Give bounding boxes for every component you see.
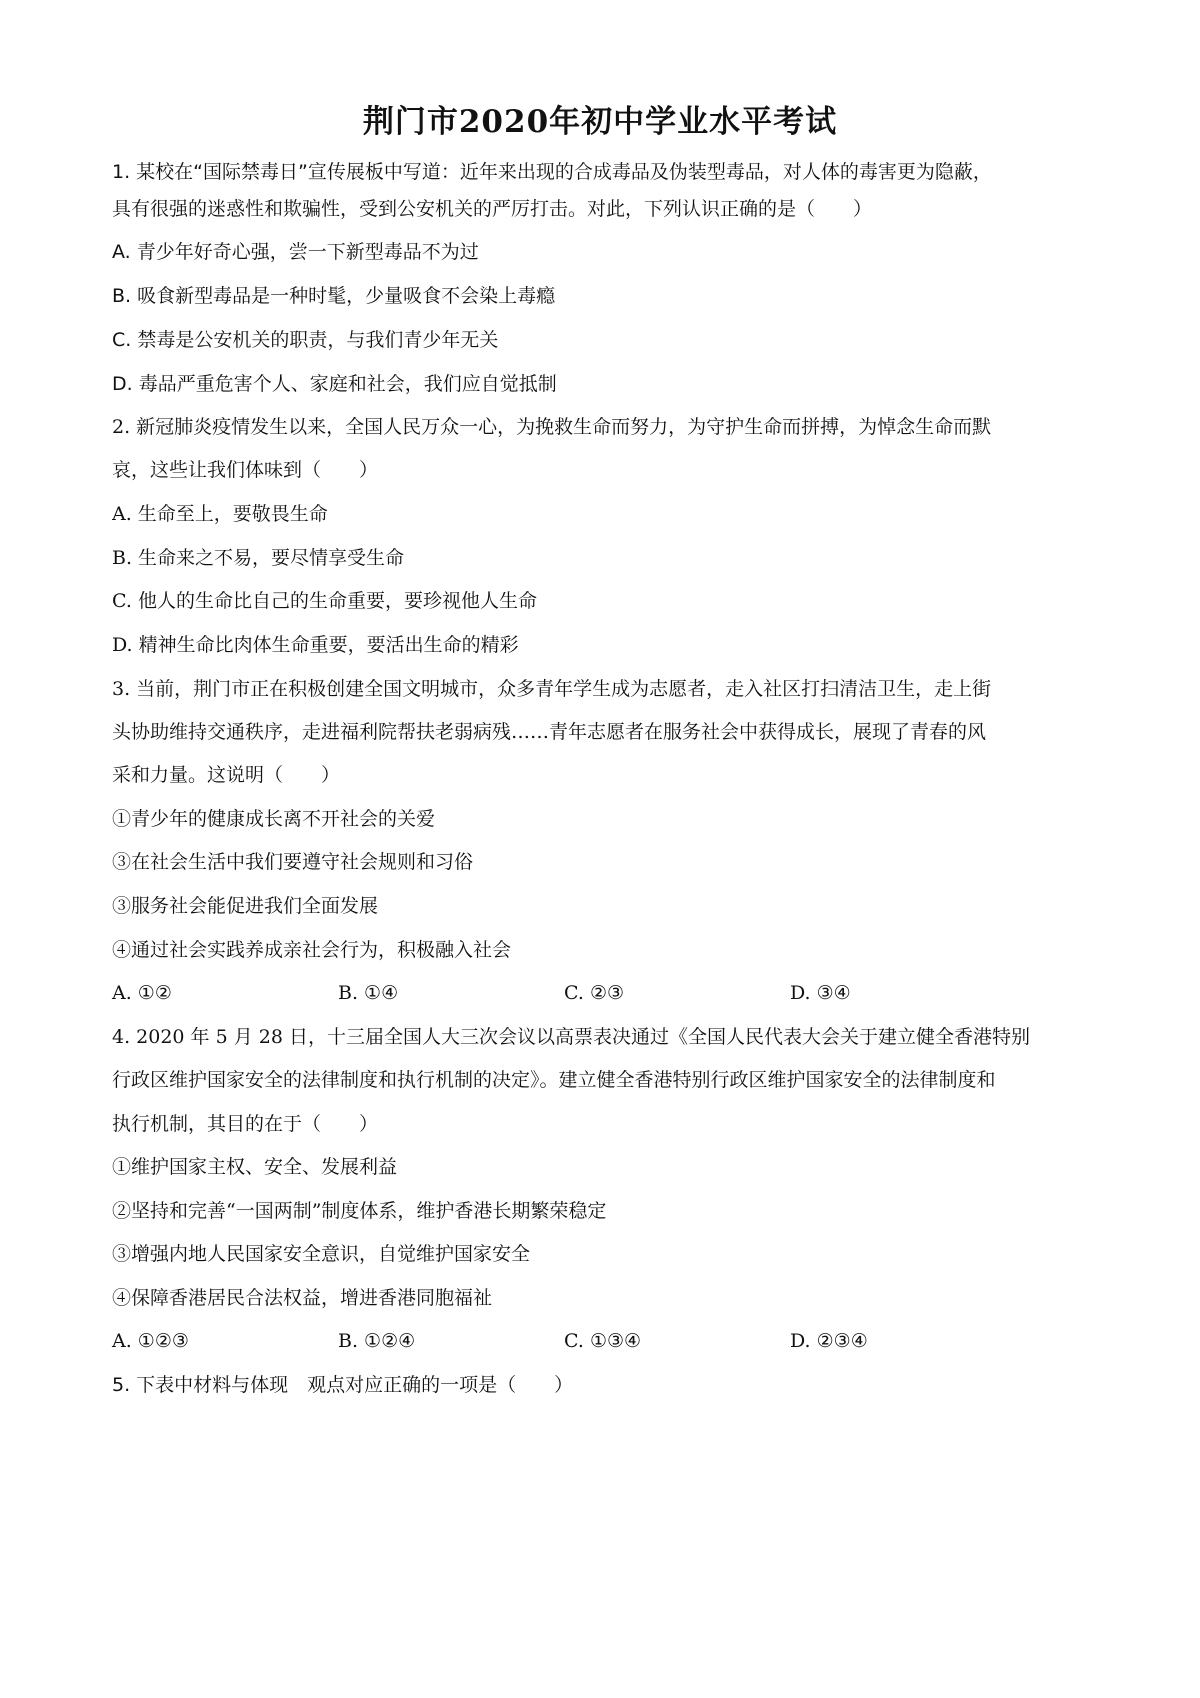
question-2-option-a: A. 生命至上，要敬畏生命 [112, 503, 328, 525]
question-3-choices [112, 981, 1102, 1005]
question-1-option-a: A. 青少年好奇心强，尝一下新型毒品不为过 [112, 241, 479, 263]
question-3-choice-b: B. ①④ [338, 982, 399, 1004]
question-4-statement-2: ②坚持和完善“一国两制”制度体系，维护香港长期繁荣稳定 [112, 1200, 607, 1222]
question-3-choice-c: C. ②③ [564, 982, 625, 1004]
question-4-line-1: 4. 2020 年 5 月 28 日，十三届全国人大三次会议以高票表决通过《全国人民代表大会关于建立健全香港特别 [112, 1026, 1030, 1048]
question-4-choice-a: A. ①②③ [112, 1330, 189, 1352]
question-5-line-1: 5. 下表中材料与体现 观点对应正确的一项是（ ） [112, 1374, 574, 1396]
question-4-statement-1: ①维护国家主权、安全、发展利益 [112, 1156, 398, 1178]
question-2-option-c: C. 他人的生命比自己的生命重要，要珍视他人生命 [112, 590, 537, 612]
question-3-statement-4: ④通过社会实践养成亲社会行为，积极融入社会 [112, 939, 512, 961]
question-2-option-b: B. 生命来之不易，要尽情享受生命 [112, 547, 405, 569]
question-3-choice-d: D. ③④ [790, 982, 851, 1004]
question-3-statement-3: ③服务社会能促进我们全面发展 [112, 895, 379, 917]
question-3-statement-2: ③在社会生活中我们要遵守社会规则和习俗 [112, 851, 474, 873]
question-3-statement-1: ①青少年的健康成长离不开社会的关爱 [112, 808, 436, 830]
question-4-statement-4: ④保障香港居民合法权益，增进香港同胞福祉 [112, 1287, 493, 1309]
question-1-line-2: 具有很强的迷惑性和欺骗性，受到公安机关的严厉打击。对此，下列认识正确的是（ ） [112, 198, 873, 220]
question-1-option-c: C. 禁毒是公安机关的职责，与我们青少年无关 [112, 329, 499, 351]
question-1-option-d: D. 毒品严重危害个人、家庭和社会，我们应自觉抵制 [112, 373, 557, 395]
question-3-line-2: 头协助维持交通秩序，走进福利院帮扶老弱病残……青年志愿者在服务社会中获得成长，展现了青春的风 [112, 721, 987, 743]
question-3-line-1: 3. 当前，荆门市正在积极创建全国文明城市，众多青年学生成为志愿者，走入社区打扫清洁卫生，走上街 [112, 678, 992, 700]
question-4-line-2: 行政区维护国家安全的法律制度和执行机制的决定》。建立健全香港特别行政区维护国家安全的法律制度和 [112, 1069, 996, 1091]
question-4-choice-d: D. ②③④ [790, 1330, 868, 1352]
question-4-statement-3: ③增强内地人民国家安全意识，自觉维护国家安全 [112, 1243, 531, 1265]
question-1-option-b: B. 吸食新型毒品是一种时髦，少量吸食不会染上毒瘾 [112, 285, 556, 307]
question-2-option-d: D. 精神生命比肉体生命重要，要活出生命的精彩 [112, 634, 519, 656]
question-4-choice-b: B. ①②④ [338, 1330, 416, 1352]
question-2-line-1: 2. 新冠肺炎疫情发生以来，全国人民万众一心，为挽救生命而努力，为守护生命而拼搏，为悼念生命而默 [112, 416, 992, 438]
question-4-choices [112, 1329, 1102, 1353]
question-1-line-1: 1. 某校在“国际禁毒日”宣传展板中写道：近年来出现的合成毒品及伪装型毒品，对人体的毒害更为隐蔽， [112, 161, 992, 183]
question-3-line-3: 采和力量。这说明（ ） [112, 764, 341, 786]
question-2-line-2: 哀，这些让我们体味到（ ） [112, 459, 379, 481]
question-4-choice-c: C. ①③④ [564, 1330, 642, 1352]
question-3-choice-a: A. ①② [112, 982, 172, 1004]
exam-title: 荆门市2020年初中学业水平考试 [362, 104, 838, 140]
question-4-line-3: 执行机制，其目的在于（ ） [112, 1113, 379, 1135]
